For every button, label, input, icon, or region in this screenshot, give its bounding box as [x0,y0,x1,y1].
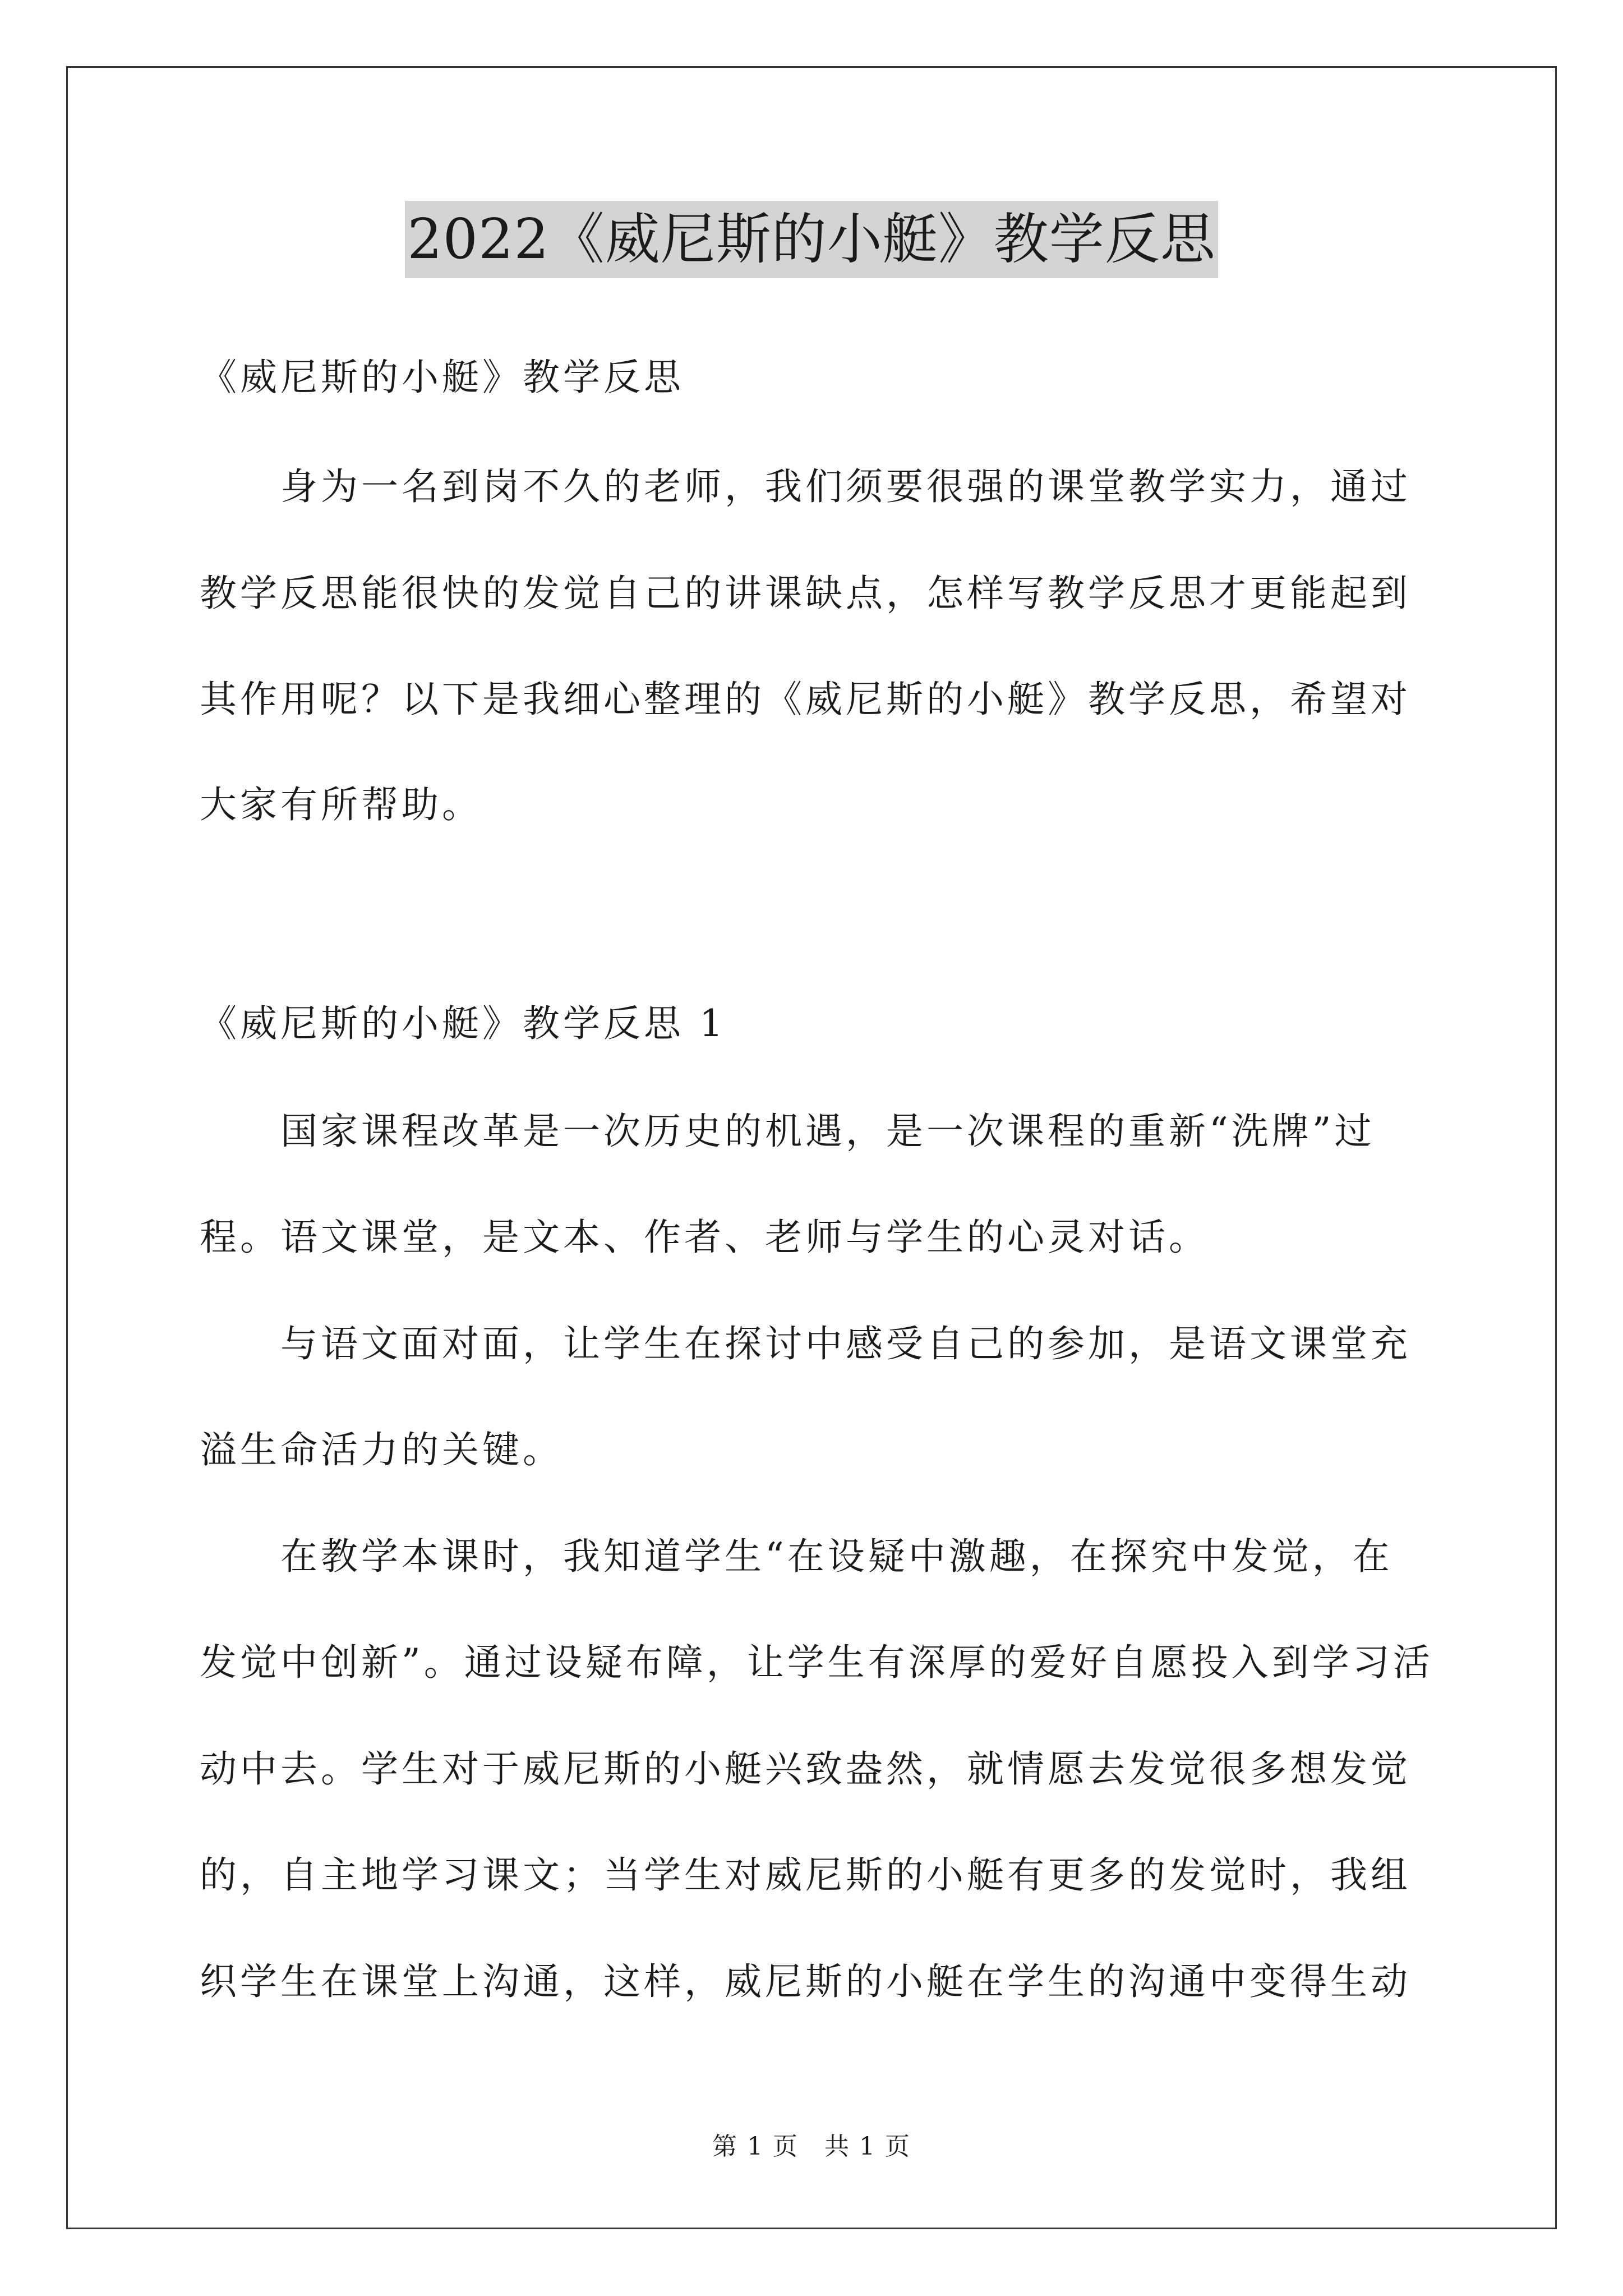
paragraph-line: 的，自主地学习课文；当学生对威尼斯的小艇有更多的发觉时，我组 [200,1853,1411,1897]
paragraph-line: 在教学本课时，我知道学生“在设疑中激趣，在探究中发觉，在 [280,1535,1393,1578]
intro-line: 身为一名到岗不久的老师，我们须要很强的课堂教学实力，通过 [280,465,1411,508]
paragraph-line: 织学生在课堂上沟通，这样，威尼斯的小艇在学生的沟通中变得生动 [200,1960,1411,2003]
heading-section-1: 《威尼斯的小艇》教学反思 1 [200,1002,726,1045]
page-footer: 第 1 页 共 1 页 [712,2132,911,2161]
intro-line: 教学反思能很快的发觉自己的讲课缺点，怎样写教学反思才更能起到 [200,572,1411,615]
paragraph-line: 程。语文课堂，是文本、作者、老师与学生的心灵对话。 [200,1216,1209,1259]
title-container [0,201,1623,278]
paragraph-line: 动中去。学生对于威尼斯的小艇兴致盎然，就情愿去发觉很多想发觉 [200,1747,1411,1791]
intro-line: 大家有所帮助。 [200,783,482,826]
paragraph-line: 溢生命活力的关键。 [200,1428,563,1471]
paragraph-line: 发觉中创新”。通过设疑布障，让学生有深厚的爱好自愿投入到学习活 [200,1641,1433,1684]
paragraph-line: 国家课程改革是一次历史的机遇，是一次课程的重新“洗牌”过 [280,1110,1375,1153]
paragraph-line: 与语文面对面，让学生在探讨中感受自己的参加，是语文课堂充 [280,1322,1411,1365]
heading-intro: 《威尼斯的小艇》教学反思 [200,356,684,399]
intro-line: 其作用呢？以下是我细心整理的《威尼斯的小艇》教学反思，希望对 [200,678,1411,721]
document-title: 2022《威尼斯的小艇》教学反思 [405,201,1218,278]
